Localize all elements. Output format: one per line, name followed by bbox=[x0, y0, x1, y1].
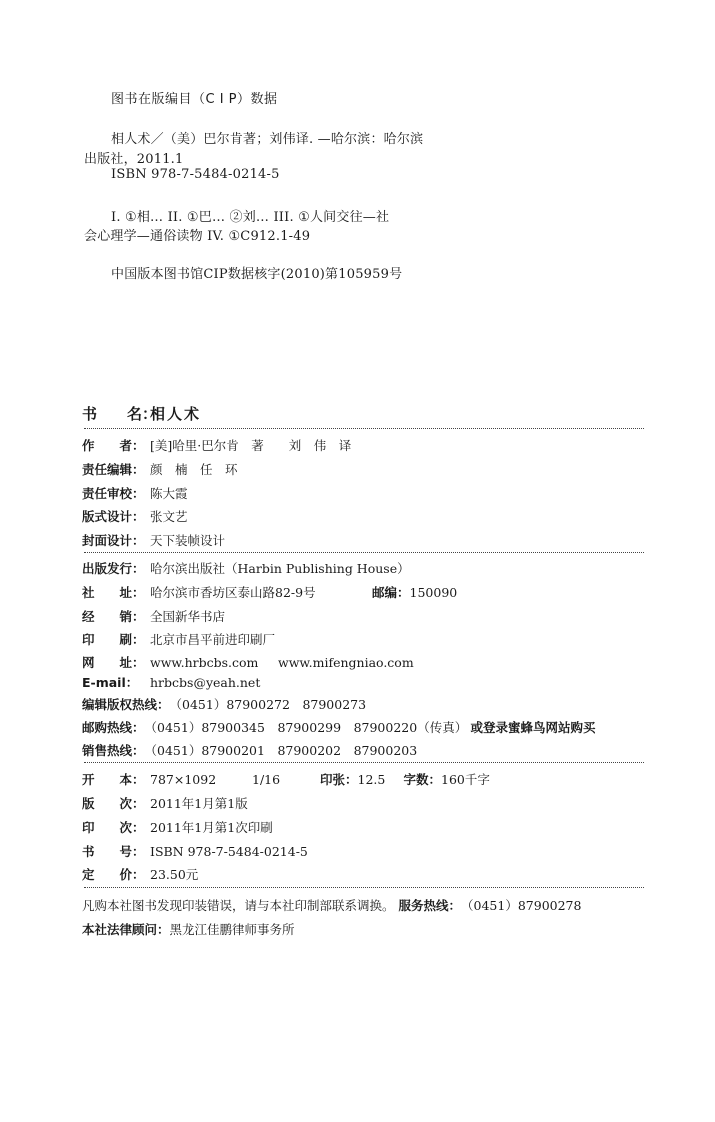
printing-row bbox=[82, 818, 273, 836]
cover-designer-label: 封面设计： bbox=[82, 533, 145, 548]
cip-line: 相人术／（美）巴尔肯著；刘伟译. —哈尔滨：哈尔滨 bbox=[111, 132, 424, 147]
layout-designer-label: 版式设计： bbox=[82, 509, 145, 524]
copyright-hotline-row bbox=[82, 695, 366, 713]
editor: 颜 楠 任 环 bbox=[150, 462, 238, 477]
address: 哈尔滨市香坊区泰山路82-9号 bbox=[150, 585, 316, 600]
website-row bbox=[82, 653, 414, 671]
author-row bbox=[82, 436, 351, 454]
dotted-divider bbox=[84, 552, 644, 553]
mail-order-row bbox=[82, 718, 596, 736]
isbn-label: 书 号： bbox=[82, 844, 145, 859]
words-label: 字数： bbox=[403, 772, 442, 787]
isbn: ISBN 978-7-5484-0214-5 bbox=[150, 844, 308, 859]
format-row bbox=[82, 770, 490, 788]
price: 23.50元 bbox=[150, 867, 199, 882]
website-link[interactable]: www.hrbcbs.com bbox=[150, 655, 259, 670]
sales-row bbox=[82, 741, 417, 759]
printer: 北京市昌平前进印刷厂 bbox=[150, 632, 276, 647]
sales-label: 销售热线： bbox=[82, 743, 145, 758]
editor-row bbox=[82, 460, 238, 478]
copyright-hotline: （0451）87900272 87900273 bbox=[169, 697, 367, 712]
cip-line: I. ①相… II. ①巴… ②刘… III. ①人间交往—社 bbox=[111, 210, 390, 225]
format-label: 开 本： bbox=[82, 772, 145, 787]
distributor-label: 经 销： bbox=[82, 609, 145, 624]
proofreader-label: 责任审校： bbox=[82, 486, 145, 501]
proofreader-row bbox=[82, 484, 188, 502]
website-link[interactable]: www.mifengniao.com bbox=[278, 655, 414, 670]
dotted-divider bbox=[84, 762, 644, 763]
email-row bbox=[82, 673, 260, 691]
printer-label: 印 刷： bbox=[82, 632, 145, 647]
dotted-divider bbox=[84, 887, 644, 888]
cip-line: 出版社，2011.1 bbox=[84, 152, 184, 167]
edition-row bbox=[82, 794, 248, 812]
website-label: 网 址： bbox=[82, 655, 145, 670]
isbn-row bbox=[82, 842, 308, 860]
address-row bbox=[82, 583, 457, 601]
format: 787×1092 bbox=[150, 772, 217, 787]
layout-designer-row bbox=[82, 507, 188, 525]
proofreader: 陈大霞 bbox=[150, 486, 188, 501]
postcode: 150090 bbox=[409, 585, 458, 600]
book-name: 相人术 bbox=[150, 405, 202, 423]
author-label: 作 者： bbox=[82, 438, 145, 453]
printing-label: 印 次： bbox=[82, 820, 145, 835]
printer-row bbox=[82, 630, 275, 648]
price-label: 定 价： bbox=[82, 867, 145, 882]
address-label: 社 址： bbox=[82, 585, 145, 600]
notice: 凡购本社图书发现印装错误，请与本社印制部联系调换。 bbox=[82, 898, 395, 913]
service-hotline: （0451）87900278 bbox=[461, 898, 582, 913]
cip-record-number: 中国版本图书馆CIP数据核字(2010)第105959号 bbox=[111, 267, 403, 282]
notice-row bbox=[82, 896, 581, 914]
sheets-label: 印张： bbox=[320, 772, 358, 787]
format-fold: 1/16 bbox=[252, 772, 281, 787]
edition-label: 版 次： bbox=[82, 796, 145, 811]
cip-line: 会心理学—通俗读物 IV. ①C912.1-49 bbox=[84, 229, 311, 244]
publisher: 哈尔滨出版社（Harbin Publishing House） bbox=[150, 561, 410, 576]
price-row bbox=[82, 865, 198, 883]
sales: （0451）87900201 87900202 87900203 bbox=[144, 743, 418, 758]
copyright-hotline-label: 编辑版权热线： bbox=[82, 697, 170, 712]
cover-designer-row bbox=[82, 531, 225, 549]
cip-isbn: ISBN 978-7-5484-0214-5 bbox=[111, 167, 280, 182]
distributor-row bbox=[82, 607, 225, 625]
publisher-label: 出版发行： bbox=[82, 561, 145, 576]
mail-order-label: 邮购热线： bbox=[82, 720, 145, 735]
cover-designer: 天下装帧设计 bbox=[150, 533, 226, 548]
mail-order: （0451）87900345 87900299 87900220（传真） bbox=[144, 720, 468, 735]
distributor: 全国新华书店 bbox=[150, 609, 226, 624]
editor-label: 责任编辑： bbox=[82, 462, 145, 477]
dotted-divider bbox=[84, 428, 644, 429]
sheets: 12.5 bbox=[357, 772, 386, 787]
author: [美]哈里·巴尔肯 著 刘 伟 译 bbox=[150, 438, 352, 453]
publisher-row bbox=[82, 559, 410, 577]
legal-counsel: 黑龙江佳鹏律师事务所 bbox=[169, 922, 295, 937]
email-link[interactable]: hrbcbs@yeah.net bbox=[150, 675, 261, 690]
email-label: E-mail： bbox=[82, 675, 139, 690]
printing: 2011年1月第1次印刷 bbox=[150, 820, 273, 835]
book-name-label: 书 名： bbox=[82, 405, 158, 423]
edition: 2011年1月第1版 bbox=[150, 796, 248, 811]
postcode-label: 邮编： bbox=[372, 585, 410, 600]
cip-heading: 图书在版编目（C I P）数据 bbox=[111, 92, 278, 107]
legal-row bbox=[82, 920, 295, 938]
words: 160千字 bbox=[441, 772, 490, 787]
layout-designer: 张文艺 bbox=[150, 509, 188, 524]
book-name-row bbox=[82, 403, 201, 424]
legal-label: 本社法律顾问： bbox=[82, 922, 170, 937]
service-label: 服务热线： bbox=[398, 898, 462, 913]
mail-order-extra: 或登录蜜蜂鸟网站购买 bbox=[470, 720, 596, 735]
